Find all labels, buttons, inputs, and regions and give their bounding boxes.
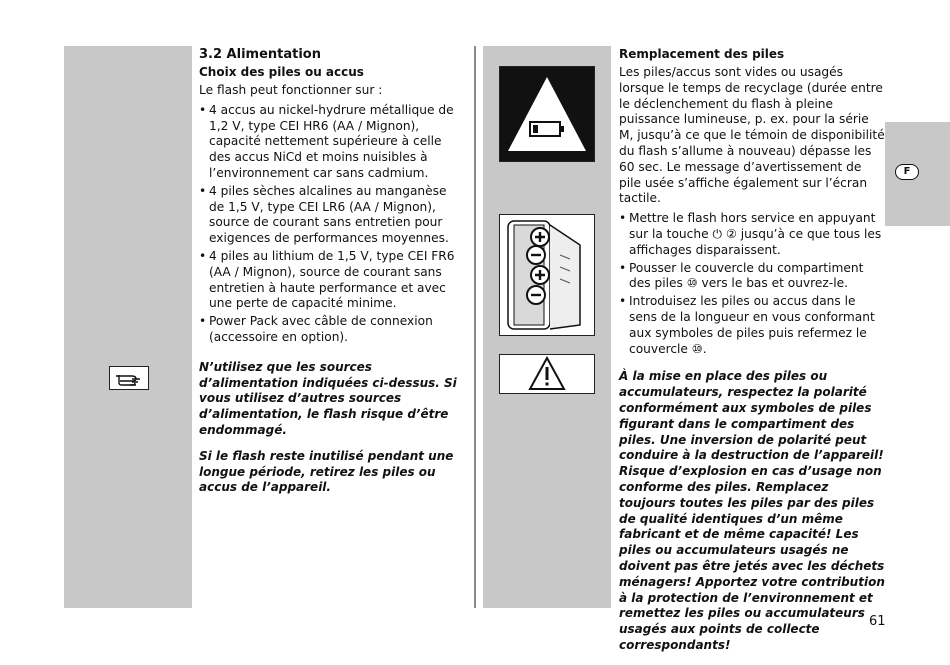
note-long-storage: Si le flash reste inutilisé pendant une longue période, retirez les piles ou accus de l’appareil. (199, 448, 454, 495)
section-title: 3.2 Alimentation (199, 47, 321, 62)
left-margin-column (64, 46, 192, 608)
right-section-title: Remplacement des piles (619, 47, 785, 61)
column-divider (474, 46, 476, 608)
left-text-column (199, 46, 461, 496)
polarity-warning: À la mise en place des piles ou accumulateurs, respectez la polarité conformément aux symboles de piles figurant dans le compartiment des piles. Une inversion de polarité peut conduire à la destruction de l’appareil! Risque d’explosion en cas d’usage non conforme des piles. Remplacez toujours toutes les piles par des piles de qualité identiques d’un même fabricant et de même capacité! Les piles ou accumulateurs usagés ne doivent pas être jetés avec les déchets ménagers! Apportez votre contribution à la protection de l’environnement et remettez les piles ou accumulateurs usagés aux points de collecte correspondants! (619, 369, 885, 652)
section-subtitle: Choix des piles ou accus (199, 65, 364, 79)
replacement-steps (619, 211, 885, 357)
list-item: • 4 piles sèches alcalines au manganèse de 1,5 V, type CEI LR6 (AA / Mignon), source de courant sans entretien pour exigences de performances moyennes. (199, 184, 461, 247)
list-item: • Pousser le couvercle du compartiment des piles ⑩ vers le bas et ouvrez-le. (619, 261, 885, 293)
note-power-sources: N’utilisez que les sources d’alimentation indiquées ci-dessus. Si vous utilisez d’autres sources d’alimentation, le flash risque d’être endommagé. (199, 359, 457, 437)
right-margin-column (483, 46, 611, 608)
page-number: 61 (869, 614, 886, 629)
battery-warning-icon (499, 66, 595, 162)
list-item: • Mettre le flash hors service en appuyant sur la touche ⏻ ② jusqu’à ce que tous les affichages disparaissent. (619, 211, 885, 258)
battery-compartment-illustration (499, 214, 595, 336)
language-tab (885, 122, 950, 226)
right-text-column (619, 46, 885, 654)
intro-text: Le flash peut fonctionner sur : (199, 83, 383, 97)
list-item: • 4 piles au lithium de 1,5 V, type CEI FR6 (AA / Mignon), source de courant sans entretien à haute performance et avec une perte de capacité minime. (199, 249, 461, 312)
list-item: • 4 accus au nickel-hydrure métallique de 1,2 V, type CEI HR6 (AA / Mignon), capacité nettement supérieure à celle des accus NiCd et moins nuisibles à l’environnement car sans cadmium. (199, 103, 461, 182)
list-item: • Introduisez les piles ou accus dans le sens de la longueur en vous conformant aux symboles de piles puis refermez le couvercle ⑩. (619, 294, 885, 357)
power-source-list (199, 103, 461, 346)
exclamation-warning-icon (499, 354, 595, 394)
language-badge: F (895, 164, 919, 180)
list-item: • Power Pack avec câble de connexion (accessoire en option). (199, 314, 461, 346)
pointing-hand-icon (109, 366, 149, 390)
replacement-intro: Les piles/accus sont vides ou usagés lorsque le temps de recyclage (durée entre le déclenchement du flash à pleine puissance lumineuse, p. ex. pour la série M, jusqu’à ce que le témoin de disponibilité du flash s’allume à nouveau) dépasse les 60 sec. Le message d’avertissement de pile usée s’affiche également sur l’écran tactile. (619, 65, 885, 206)
